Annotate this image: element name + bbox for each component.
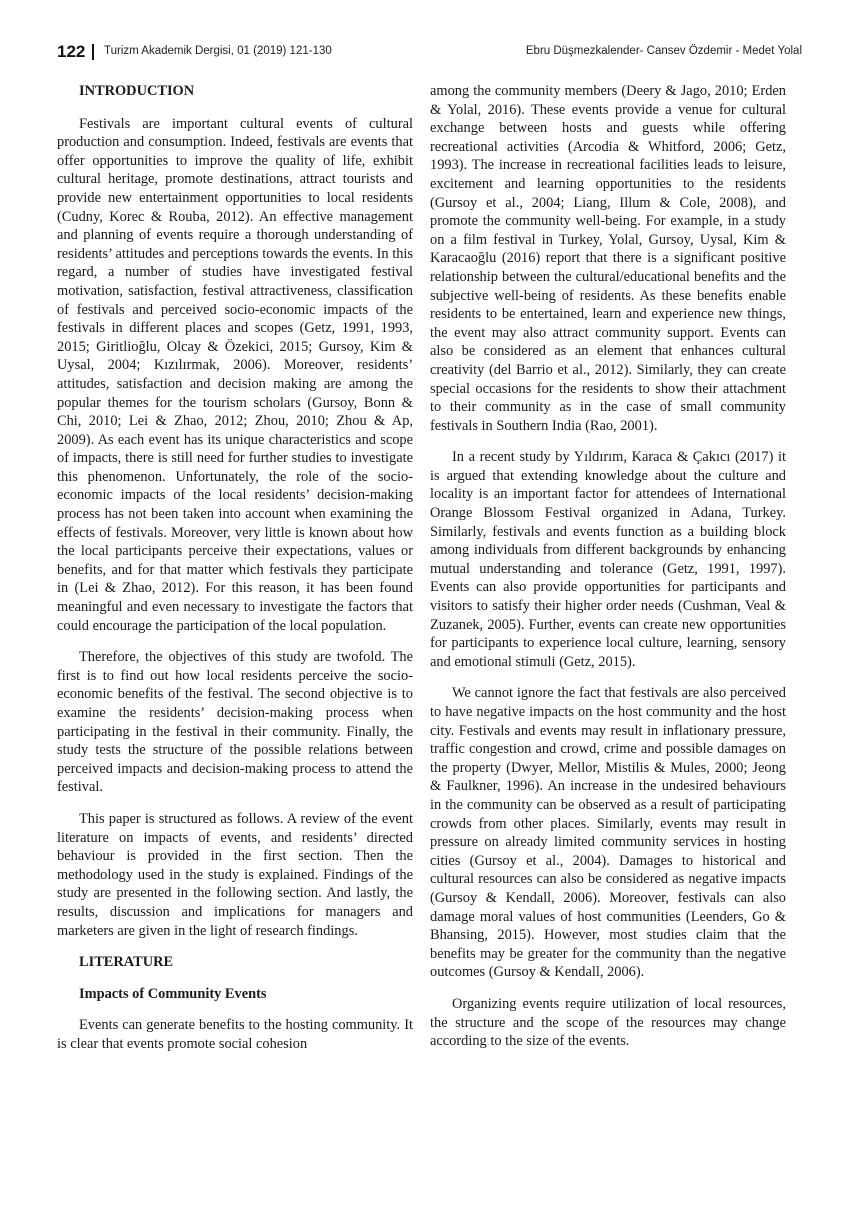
paragraph-literature-2: among the community members (Deery & Jago, 2010; Erden & Yolal, 2016). These events provide a venue for cultural exchange between hosts and guests while offering recreational activities (Arcodia & Whitford, 2006; Getz, 1993). The increase in recreational facilities leads to leisure, excitement and learning opportunities to the residents (Gursoy et al., 2004; Liang, Illum & Cole, 2008), and promote the community well-being. For example, in a study on a film festival in Turkey, Yolal, Gursoy, Uysal, Kim & Karacaoğlu (2016) report that there is a significant positive relationship between the cultural/educational benefits and the subjective well-being of residents. As these benefits enable residents to be entertained, learn and experience new things, the event may also attract community support. Events can also be considered as an element that enhances cultural creativity (del Barrio et al., 2012). Similarly, they can create special occasions for the residents to show their attachment to their community as in the case of small community festivals in Southern India (Rao, 2001). [430,83,786,434]
subheading-impacts: Impacts of Community Events [79,985,267,1002]
running-authors: Ebru Düşmezkalender- Cansev Özdemir - Medet Yolal [525,45,802,57]
paragraph-literature-4: We cannot ignore the fact that festivals are also perceived to have negative impacts on the host community and the host city. Festivals and events may result in inflationary pressure, traffic congestion and crowd, crime and possible damages on the property (Dwyer, Mellor, Mistilis & Mules, 2000; Jeong & Faulkner, 1996). An increase in the undesired behaviours in the community can be observed as a result of participating crowds from other places. Similarly, events may result in pressure on already limited community services in hosting cities (Gursoy et al., 2004). Damages to historical and cultural resources can also be considered as negative impacts (Gursoy & Kendall, 2006). Moreover, festivals can also damage moral values of host communities (Leenders, Go & Bhansing, 2015). However, most studies claim that the benefits may be greater for the community than the negative outcomes (Gursoy & Kendall, 2006). [430,685,786,981]
paragraph-literature-5: Organizing events require utilization of local resources, the structure and the scope of the resources may change according to the size of the events. [430,995,786,1050]
paragraph-intro-1: Festivals are important cultural events of cultural production and consumption. Indeed, festivals are events that offer opportunities to improve the quality of life, exhibit cultural heritage, promote destinations, attract tourists and provide new entertainment opportunities to local residents (Cudny, Korec & Rouba, 2012). An effective management and planning of events require a thorough understanding of residents’ attitudes and perceptions towards the events. In this regard, a number of studies have investigated festival motivation, satisfaction, festival attractiveness, classification of festivals and perceived socio-economic impacts of the festivals in different places and scopes (Getz, 1991, 1993, 2015; Giritlioğlu, Olcay & Özekici, 2015; Gursoy, Kim & Uysal, 2004; Kızılırmak, 2006). Moreover, residents’ attitudes, satisfaction and decision making are among the popular themes for the tourism scholars (Gursoy, Bonn & Chi, 2010; Lei & Zhao, 2012; Zhou, 2010; Zhou & Ap, 2009). As each event has its unique characteristics and scope of impacts, there is still need for further studies to investigate this phenomenon. Unfortunately, the role of the socio-economic impacts of the local residents’ decision-making process has not been taken into account when examining the effects of festivals. Moreover, very little is known about how the local participants perceive their expectations, values or benefits, and for that matter which festivals they participate in (Lei & Zhao, 2012). For this reason, it has been found meaningful and even necessary to investigate the factors that could encourage the participation of the local population. [57,115,413,634]
page-number: 122 [57,42,86,61]
page-header [57,40,802,62]
right-column [430,82,786,1064]
heading-introduction: INTRODUCTION [79,83,195,99]
paragraph-literature-3: In a recent study by Yıldırım, Karaca & Çakıcı (2017) it is argued that extending knowledge about the culture and locality is an important factor for attendees of International Orange Blossom Festival organized in Adana, Turkey. Similarly, festivals and events function as a building block among individuals from different backgrounds by enhancing mutual understanding and tolerance (Getz, 1991, 1997). Events can also provide opportunities for participants and visitors to satisfy their higher order needs (Cushman, Veal & Zuzanek, 2005). Further, events can create new opportunities for participants to experience local culture, learning, sensory and emotional stimuli (Getz, 2015). [430,449,786,670]
journal-citation: Turizm Akademik Dergisi, 01 (2019) 121-130 [104,45,332,57]
heading-literature: LITERATURE [79,954,174,971]
header-divider [92,44,94,60]
paragraph-intro-3: This paper is structured as follows. A review of the event literature on impacts of events, and residents’ directed behaviour is provided in the first section. Then the methodology used in the study is explained. Findings of the study are presented in the following section. And lastly, the results, discussion and implications for managers and marketers are given in the light of research findings. [57,810,413,939]
paragraph-literature-1: Events can generate benefits to the hosting community. It is clear that events promote social cohesion [57,1017,413,1052]
paragraph-intro-2: Therefore, the objectives of this study are twofold. The first is to find out how local residents perceive the socio-economic benefits of the festival. The second objective is to examine the residents’ decision-making process when participating in the festival in their community. Finally, the study tests the structure of the possible relations between perceived impacts and decision-making process to attend the festival. [57,649,413,796]
left-column [57,82,413,1067]
